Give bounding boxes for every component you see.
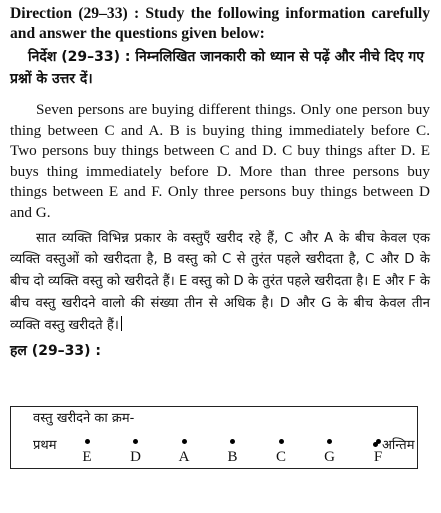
order-dot xyxy=(230,439,235,444)
direction-hindi: निर्देश (29–33) : निम्नलिखित जानकारी को ध्यान से पढ़ें और नीचे दिए गए प्रश्नों के उत्तर दें। xyxy=(10,49,424,87)
order-slot xyxy=(174,433,194,466)
text-cursor xyxy=(121,316,123,331)
order-row xyxy=(11,429,417,467)
last-dot xyxy=(373,442,378,447)
order-dot xyxy=(279,439,284,444)
first-label: प्रथम xyxy=(33,438,57,453)
order-letter: C xyxy=(275,449,286,465)
last-label-text: अन्तिम xyxy=(382,438,415,453)
order-letter: F xyxy=(373,449,383,465)
paragraph-english: Seven persons are buying different things. Only one person buy thing between C and A. B is buying thing immediately before C. Two persons buy things between C and D. C buy things after D. E buys thing immediately before D. More than three persons buy things between E and F. Only three persons buy things between D and G. xyxy=(10,101,430,221)
question-page xyxy=(10,4,430,361)
solution-box xyxy=(10,406,418,469)
paragraph-hindi-text: सात व्यक्ति विभिन्न प्रकार के वस्तुएँ खरीद रहे हैं, C और A के बीच केवल एक व्यक्ति वस्तुओं को खरीदता है, B वस्तु को C से तुरंत पहले खरीदता है, C और D के बीच दो व्यक्ति वस्तु को खरीदते हैं। E वस्तु को D के तुरंत पहले खरीदता है। E और F के बीच वस्तु खरीदने वालो की संख्या तीन से अधिक है। D और G के बीच केवल तीन व्यक्ति वस्तु खरीदते हैं। xyxy=(10,230,430,333)
solution-heading: हल (29–33) : xyxy=(10,342,102,359)
order-dot xyxy=(133,439,138,444)
order-letter: A xyxy=(178,449,190,465)
solution-title: वस्तु खरीदने का क्रम- xyxy=(33,411,135,426)
order-slot xyxy=(271,433,291,466)
order-dot xyxy=(327,439,332,444)
order-letter: B xyxy=(227,449,238,465)
order-slot xyxy=(77,433,97,466)
order-dot xyxy=(85,439,90,444)
last-label xyxy=(373,435,415,453)
order-slot xyxy=(223,433,243,466)
direction-english: Direction (29–33) : Study the following information carefully and answer the questions given below: xyxy=(10,5,430,42)
order-letter: E xyxy=(82,449,92,465)
order-slot xyxy=(320,433,340,466)
order-letter: D xyxy=(130,449,141,465)
order-dot xyxy=(182,439,187,444)
paragraph-hindi xyxy=(10,228,430,337)
order-slot xyxy=(126,433,146,466)
order-letter: G xyxy=(324,449,335,465)
